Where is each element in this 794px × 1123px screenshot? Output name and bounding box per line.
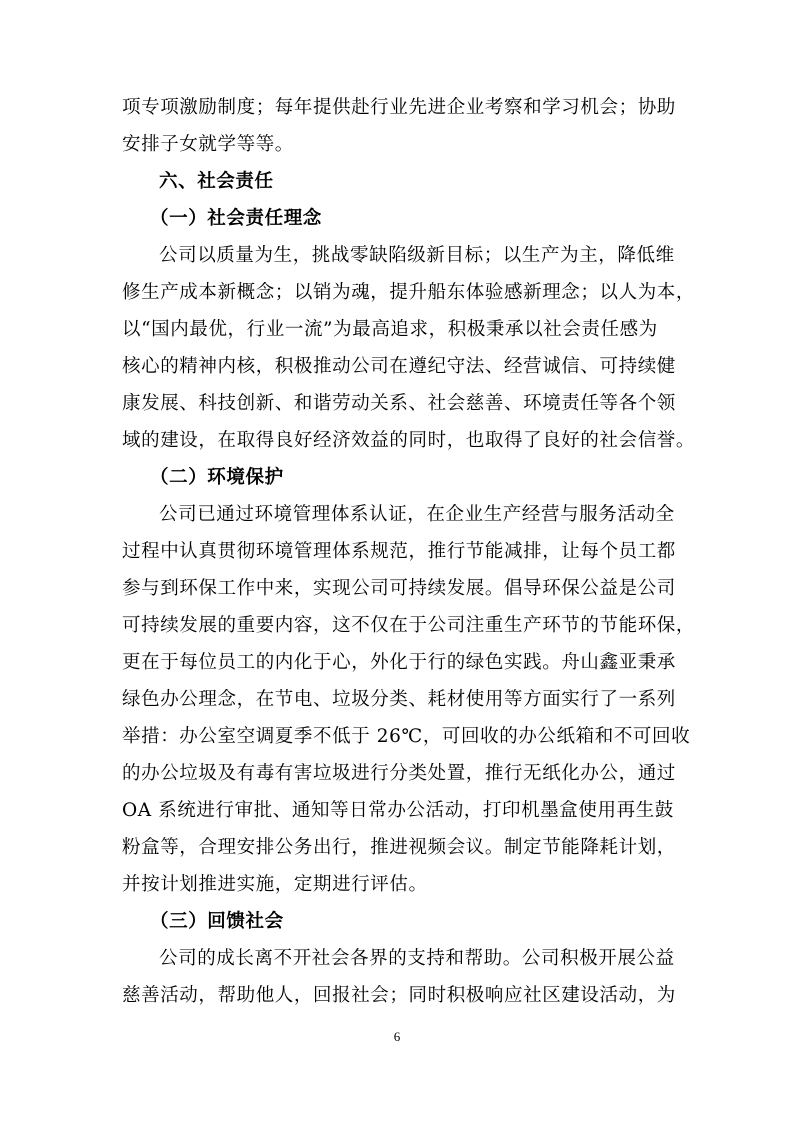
paragraph-line: 可持续发展的重要内容，这不仅在于公司注重生产环节的节能环保， [122, 615, 696, 636]
paragraph-line: 修生产成本新概念；以销为魂，提升船东体验感新理念；以人为本， [122, 282, 696, 303]
paragraph-line: 项专项激励制度；每年提供赴行业先进企业考察和学习机会；协助 [122, 97, 676, 118]
paragraph-line: OA 系统进行审批、通知等日常办公活动，打印机墨盒使用再生鼓 [122, 800, 674, 821]
paragraph-line: 过程中认真贯彻环境管理体系规范，推行节能减排，让每个员工都 [122, 541, 676, 562]
section-heading: 六、社会责任 [159, 171, 274, 192]
paragraph-line: 以“国内最优，行业一流”为最高追求，积极秉承以社会责任感为 [122, 319, 658, 340]
subsection-heading: （三）回馈社会 [150, 911, 284, 932]
paragraph-line: 绿色办公理念，在节电、垃圾分类、耗材使用等方面实行了一系列 [122, 689, 676, 710]
paragraph-line: 安排子女就学等等。 [122, 134, 294, 155]
paragraph-line: 核心的精神内核，积极推动公司在遵纪守法、经营诚信、可持续健 [122, 356, 676, 377]
paragraph-line: 粉盒等，合理安排公务出行，推进视频会议。制定节能降耗计划， [122, 837, 676, 858]
paragraph-line: 公司已通过环境管理体系认证，在企业生产经营与服务活动全 [159, 504, 675, 525]
subsection-heading: （二）环境保护 [150, 467, 284, 488]
paragraph-line: 公司的成长离不开社会各界的支持和帮助。公司积极开展公益 [159, 948, 675, 969]
paragraph-line: 康发展、科技创新、和谐劳动关系、社会慈善、环境责任等各个领 [122, 393, 676, 414]
paragraph-line: 公司以质量为生，挑战零缺陷级新目标；以生产为主，降低维 [159, 245, 675, 266]
page-number: 6 [393, 1029, 401, 1044]
paragraph-line: 域的建设，在取得良好经济效益的同时，也取得了良好的社会信誉。 [122, 430, 696, 451]
paragraph-line: 的办公垃圾及有毒有害垃圾进行分类处置，推行无纸化办公，通过 [122, 763, 676, 784]
paragraph-line: 参与到环保工作中来，实现公司可持续发展。倡导环保公益是公司 [122, 578, 676, 599]
paragraph-line: 更在于每位员工的内化于心，外化于行的绿色实践。舟山鑫亚秉承 [122, 652, 676, 673]
paragraph-line: 慈善活动，帮助他人，回报社会；同时积极响应社区建设活动，为 [122, 985, 676, 1006]
subsection-heading: （一）社会责任理念 [150, 208, 322, 229]
paragraph-line: 并按计划推进实施，定期进行评估。 [122, 874, 428, 895]
paragraph-line: 举措：办公室空调夏季不低于 26℃，可回收的办公纸箱和不可回收 [122, 726, 691, 747]
